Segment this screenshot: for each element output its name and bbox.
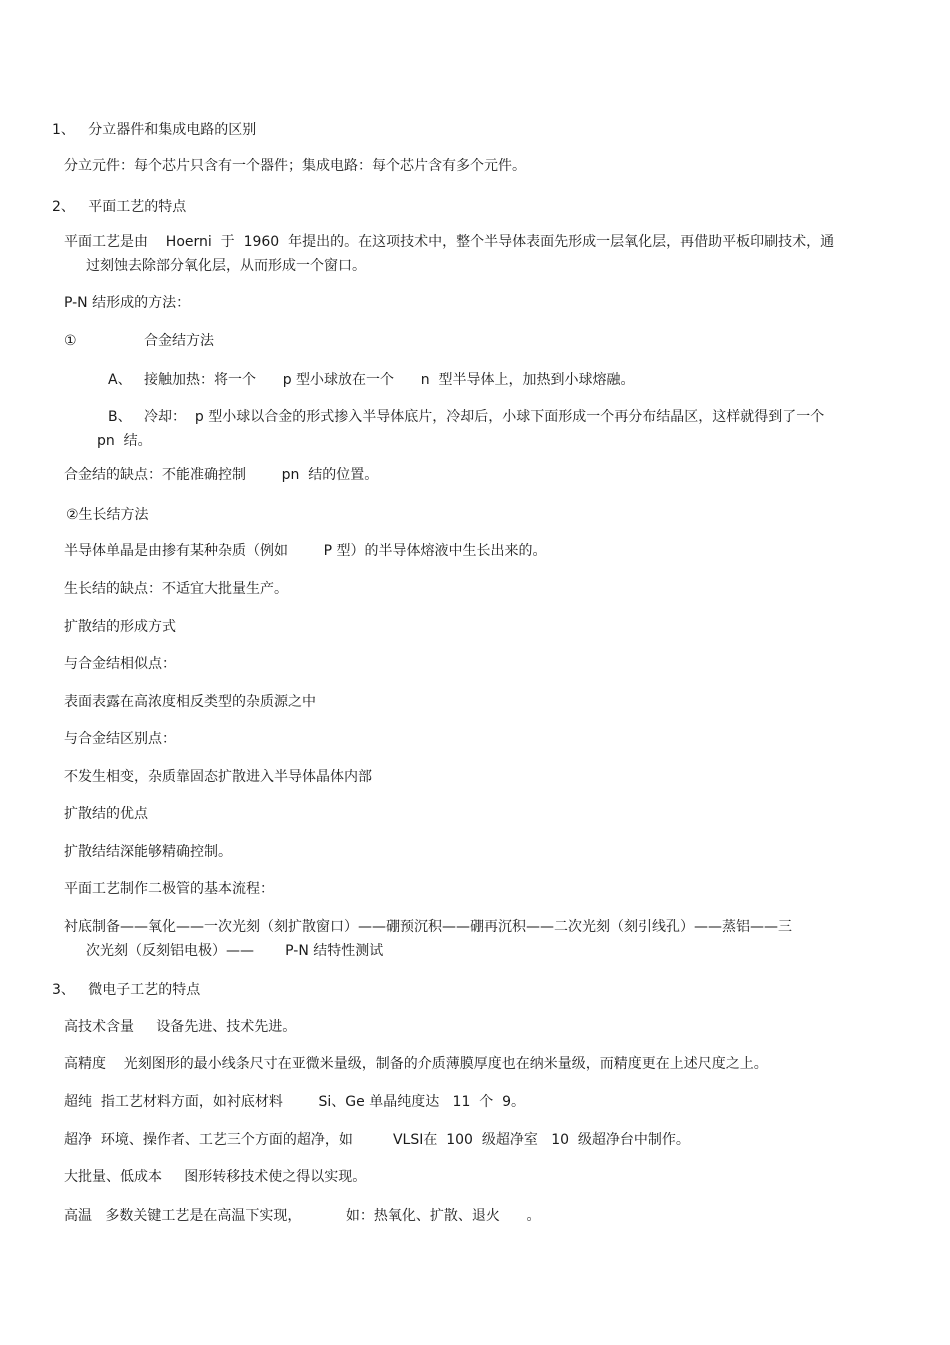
section-title: 分立器件和集成电路的区别 [88, 122, 257, 138]
item-text-cont: pn 结。 [97, 433, 152, 449]
section-number: 2、 [52, 199, 75, 215]
method-number: ① [64, 333, 77, 349]
section-1-heading [52, 120, 256, 140]
section-3-heading [52, 980, 200, 1000]
paragraph: 高技术含量 设备先进、技术先进。 [64, 1019, 297, 1035]
paragraph: 与合金结区别点： [64, 731, 176, 747]
paragraph-line: 过刻蚀去除部分氧化层，从而形成一个窗口。 [86, 258, 366, 274]
item-label: A、 [108, 372, 132, 388]
paragraph-line: 平面工艺是由 Hoerni 于 1960 年提出的。在这项技术中，整个半导体表面先形成一层氧化层，再借助平板印刷技术，通 [64, 234, 835, 250]
paragraph: 扩散结的优点 [64, 806, 148, 822]
section-number: 1、 [52, 122, 75, 138]
section-title: 平面工艺的特点 [88, 199, 187, 215]
section-title: 微电子工艺的特点 [88, 982, 201, 998]
paragraph: 扩散结的形成方式 [64, 619, 176, 635]
paragraph: 不发生相变，杂质靠固态扩散进入半导体晶体内部 [64, 769, 372, 785]
paragraph: 分立元件：每个芯片只含有一个器件；集成电路：每个芯片含有多个元件。 [64, 158, 526, 174]
paragraph: 半导体单晶是由掺有某种杂质（例如 P 型）的半导体熔液中生长出来的。 [64, 543, 547, 559]
paragraph: 高温 多数关键工艺是在高温下实现， 如：热氧化、扩散、退火 。 [64, 1208, 541, 1224]
method-1-heading [64, 331, 77, 351]
paragraph: 超净 环境、操作者、工艺三个方面的超净，如 VLSI在 100 级超净室 10 级超净台中制作。 [64, 1132, 690, 1148]
section-number: 3、 [52, 982, 75, 998]
method-title: 合金结方法 [144, 333, 214, 349]
paragraph: 合金结的缺点：不能准确控制 pn 结的位置。 [64, 467, 379, 483]
item-text: 冷却： p 型小球以合金的形式掺入半导体底片，冷却后，小球下面形成一个再分布结晶区，这样就得到了一个 [144, 409, 825, 425]
method-2-heading: ②生长结方法 [66, 507, 149, 523]
paragraph-line: 衬底制备——氧化——一次光刻（刻扩散窗口）——硼预沉积——硼再沉积——二次光刻（刻引线孔）——蒸铝——三 [64, 919, 792, 935]
item-label: B、 [108, 409, 132, 425]
subheading: P-N 结形成的方法： [64, 295, 191, 311]
paragraph: 扩散结结深能够精确控制。 [64, 844, 232, 860]
paragraph: 生长结的缺点：不适宜大批量生产。 [64, 581, 288, 597]
paragraph: 超纯 指工艺材料方面，如衬底材料 Si、Ge 单晶纯度达 11 个 9。 [64, 1094, 526, 1110]
paragraph-line: 次光刻（反刻铝电极）—— P-N 结特性测试 [86, 943, 384, 959]
section-2-heading [52, 197, 186, 217]
paragraph: 与合金结相似点： [64, 656, 176, 672]
item-text: 接触加热：将一个 p 型小球放在一个 n 型半导体上，加热到小球熔融。 [144, 372, 635, 388]
paragraph: 大批量、低成本 图形转移技术使之得以实现。 [64, 1169, 367, 1185]
paragraph: 表面表露在高浓度相反类型的杂质源之中 [64, 694, 316, 710]
paragraph: 平面工艺制作二极管的基本流程： [64, 881, 274, 897]
paragraph: 高精度 光刻图形的最小线条尺寸在亚微米量级，制备的介质薄膜厚度也在纳米量级，而精度更在上述尺度之上。 [64, 1056, 768, 1072]
